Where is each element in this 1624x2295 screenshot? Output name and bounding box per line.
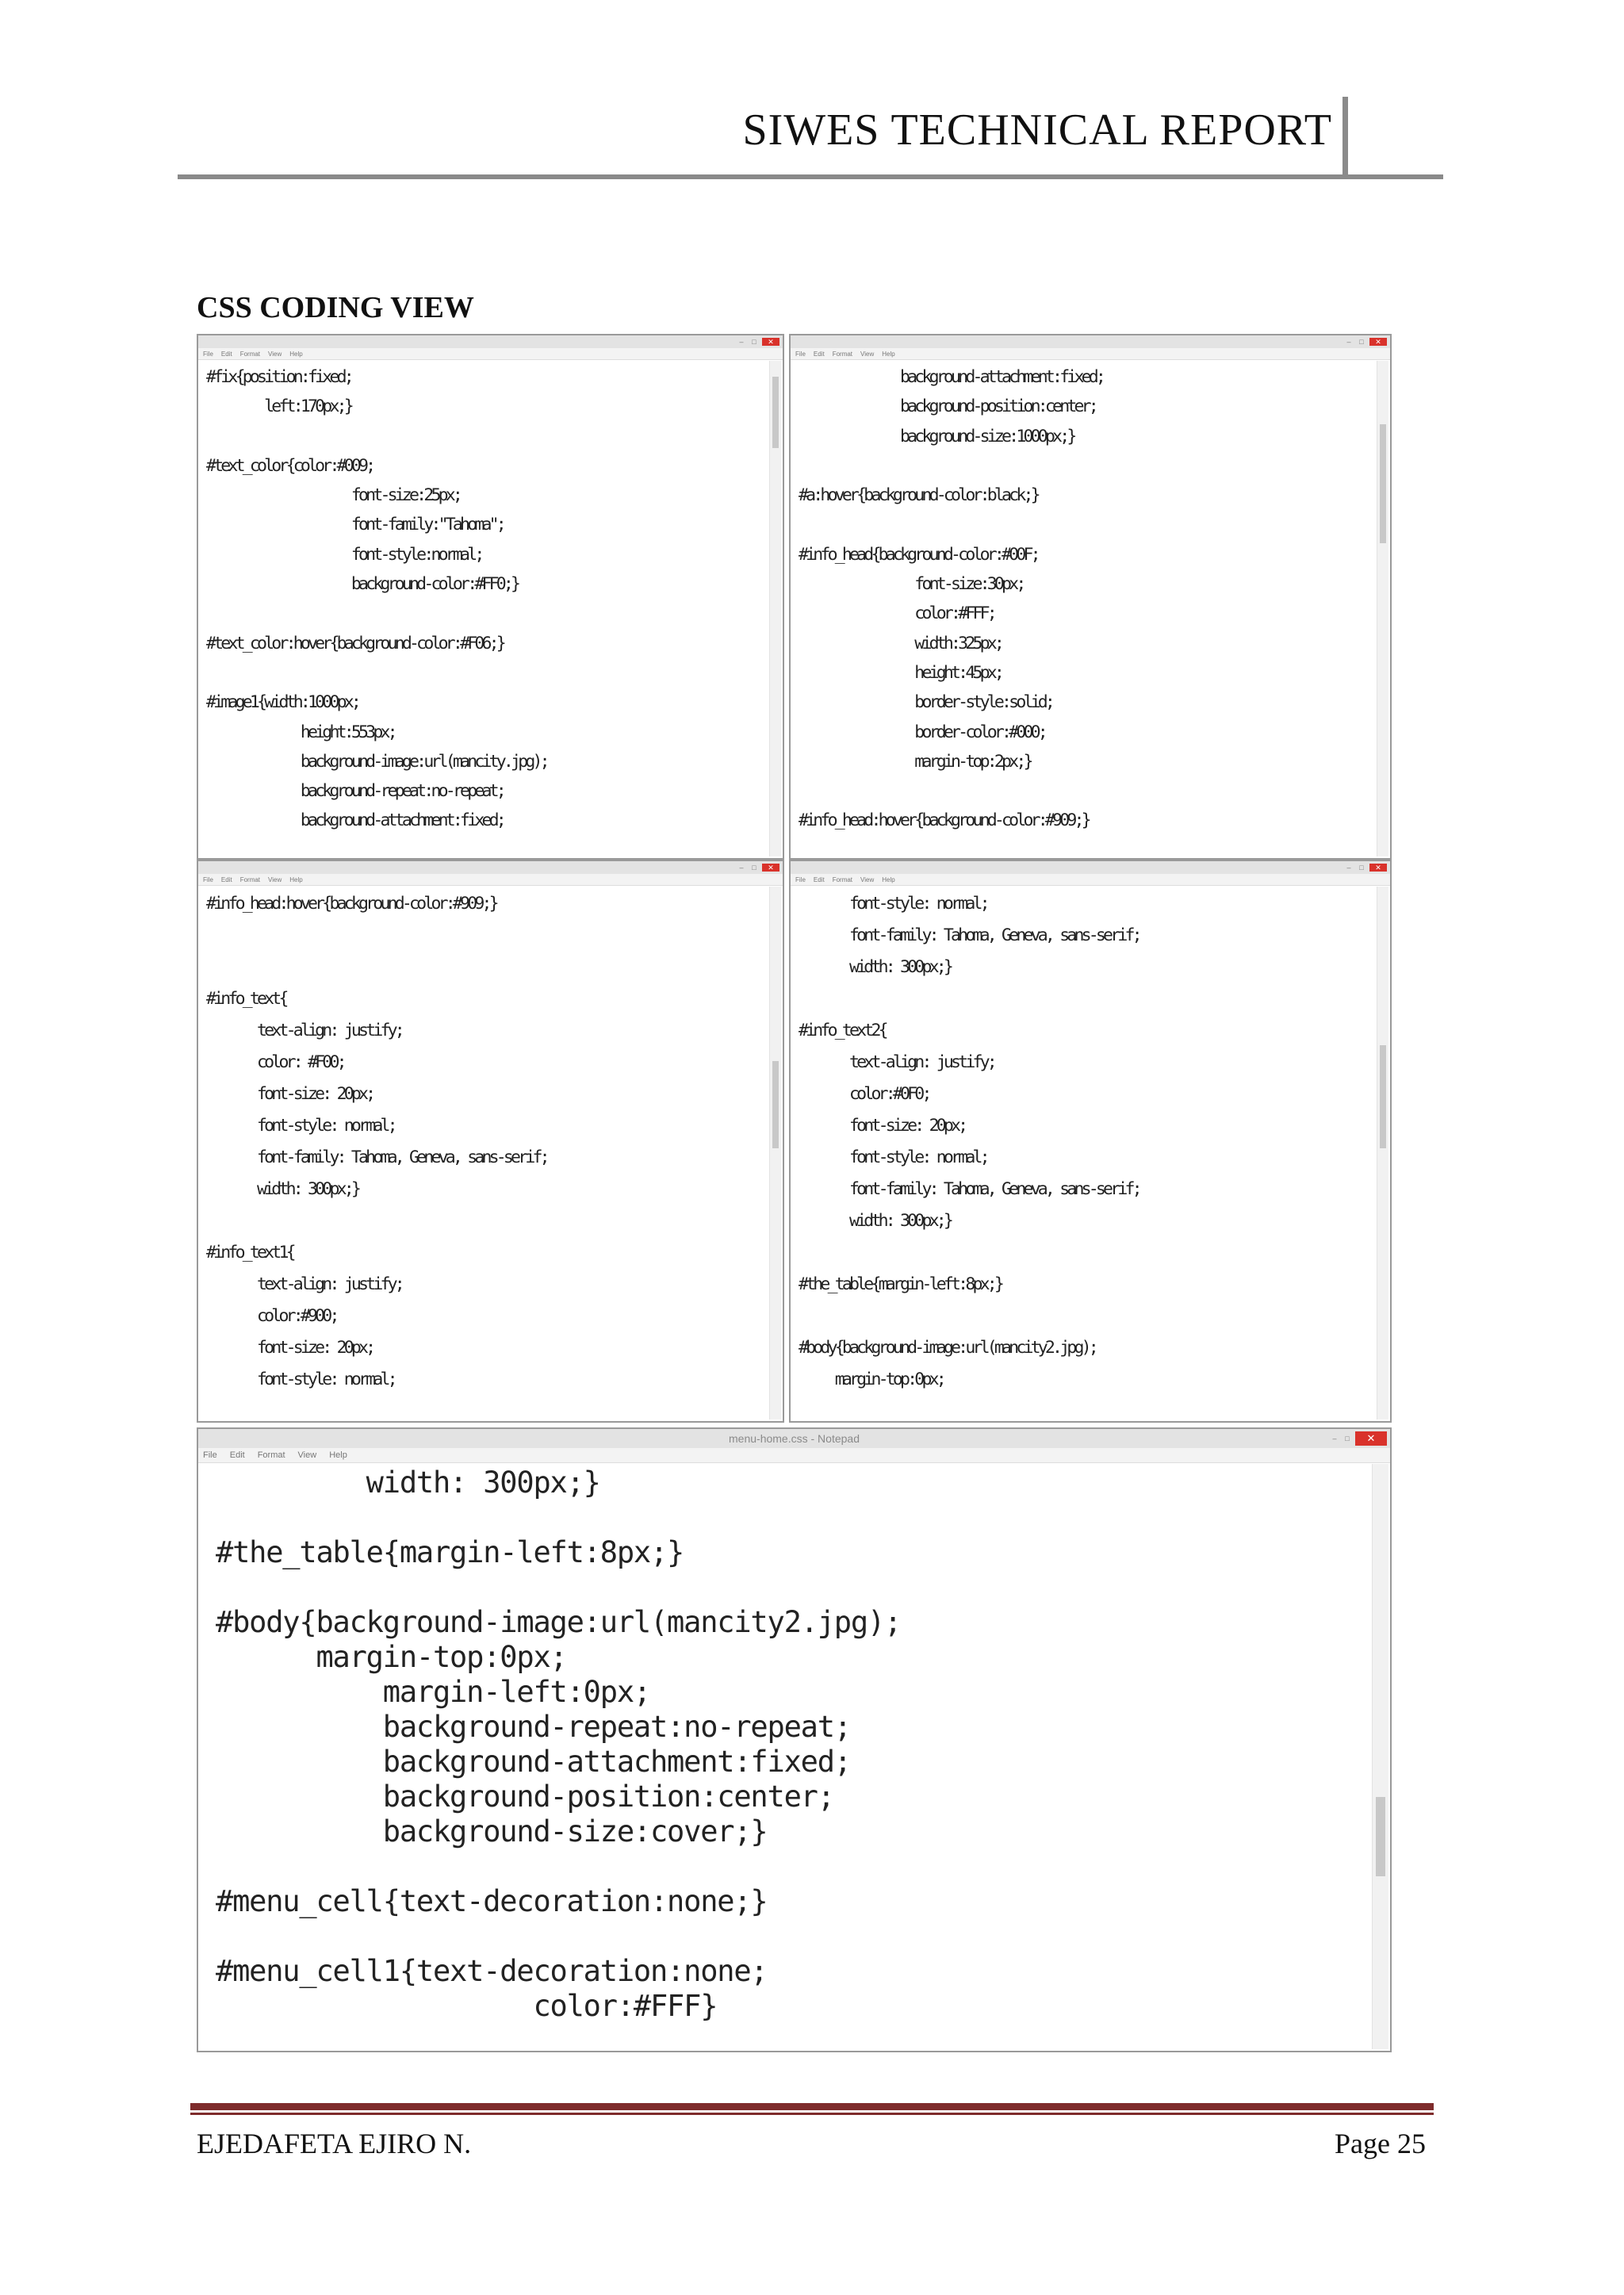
footer-rule-thick (190, 2103, 1434, 2110)
header-vertical-bar (1342, 97, 1348, 179)
notepad-screenshot-middle-left (197, 860, 784, 1423)
menu-edit: Edit (220, 875, 232, 883)
scrollbar (1372, 1464, 1388, 2049)
close-icon: ✕ (1355, 1431, 1387, 1446)
menu-help: Help (289, 875, 303, 883)
window-menubar (791, 348, 1390, 360)
minimize-icon: – (1346, 864, 1351, 872)
scrollbar-thumb (1380, 1045, 1386, 1148)
menu-edit: Edit (229, 1450, 245, 1460)
menu-file: File (203, 350, 213, 358)
css-code: #fix{position:fixed; left:170px;} #text_color{color:#009; font-size:25px; font-family:"Tahoma"; font-style:normal; background-color:#FF0;} #text_color:hover{background-color:#F06;} #image1{width:1000px; height:553px; background-image:url(mancity.jpg); background-repeat:no-repeat; background-attachment:fixed; (206, 367, 547, 831)
notepad-screenshot-top-left (197, 334, 784, 860)
scrollbar-thumb (1376, 1797, 1385, 1876)
footer-page-number: Page 25 (1335, 2128, 1426, 2159)
window-menubar (198, 874, 783, 886)
scrollbar-thumb (772, 1061, 779, 1148)
window-titlebar (198, 861, 783, 874)
window-titlebar (791, 861, 1390, 874)
close-icon: ✕ (1369, 338, 1387, 346)
scrollbar-thumb (1380, 424, 1386, 543)
menu-format: Format (257, 1450, 285, 1460)
scrollbar (1377, 361, 1388, 856)
menu-file: File (203, 1450, 217, 1460)
header-rule (178, 174, 1443, 179)
css-code: #info_head:hover{background-color:#909;} #info_text{ text-align: justify; color: #F00; font-size: 20px; font-style: normal; font-family: Tahoma, Geneva, sans-serif; width: 300px;} #info_text1{ text-align: justify; color:#900; font-size: 20px; font-style: normal; (206, 894, 547, 1389)
menu-file: File (795, 350, 806, 358)
footer-rule-thin (190, 2113, 1434, 2115)
menu-edit: Edit (220, 350, 232, 358)
menu-help: Help (882, 350, 895, 358)
menu-edit: Edit (813, 350, 825, 358)
section-title: CSS CODING VIEW (197, 291, 474, 324)
menu-format: Format (832, 350, 853, 358)
menu-view: View (268, 350, 282, 358)
maximize-icon: □ (1345, 1435, 1350, 1443)
window-menubar (198, 348, 783, 360)
menu-file: File (795, 875, 806, 883)
scrollbar (769, 361, 781, 856)
menu-help: Help (289, 350, 303, 358)
maximize-icon: □ (1359, 338, 1364, 346)
menu-edit: Edit (813, 875, 825, 883)
menu-help: Help (882, 875, 895, 883)
window-menubar (198, 1448, 1390, 1463)
notepad-screenshot-bottom (197, 1427, 1392, 2052)
css-code: font-style: normal; font-family: Tahoma, Geneva, sans-serif; width: 300px;} #info_text2{ text-align: justify; color:#0F0; font-size: 20px; font-style: normal; font-family: Tahoma, Geneva, sans-serif; width: 300px;} #the_table{margin-left:8px;} #body{background-image:url(mancity2.jpg); margin-top:0px; (799, 894, 1139, 1389)
menu-view: View (268, 875, 282, 883)
minimize-icon: – (739, 338, 744, 346)
maximize-icon: □ (752, 338, 756, 346)
menu-view: View (860, 350, 875, 358)
menu-view: View (297, 1450, 317, 1460)
menu-view: View (860, 875, 875, 883)
maximize-icon: □ (752, 864, 756, 872)
menu-help: Help (329, 1450, 347, 1460)
menu-file: File (203, 875, 213, 883)
window-title: menu-home.css - Notepad (729, 1432, 860, 1445)
minimize-icon: – (1346, 338, 1351, 346)
menu-format: Format (832, 875, 853, 883)
close-icon: ✕ (762, 864, 779, 872)
menu-format: Format (239, 875, 261, 883)
window-menubar (791, 874, 1390, 886)
footer-author: EJEDAFETA EJIRO N. (197, 2128, 472, 2159)
window-titlebar (791, 335, 1390, 348)
notepad-screenshot-top-right (789, 334, 1392, 860)
window-titlebar (198, 1429, 1390, 1448)
maximize-icon: □ (1359, 864, 1364, 872)
notepad-screenshot-middle-right (789, 860, 1392, 1423)
close-icon: ✕ (1369, 864, 1387, 872)
css-code: background-attachment:fixed; background-position:center; background-size:1000px;} #a:hover{background-color:black;} #info_head{background-color:#00F; font-size:30px; color:#FFF; width:325px; height:45px; border-style:solid; border-color:#000; margin-top:2px;} #info_head:hover{background-color:#909;} (799, 367, 1104, 831)
minimize-icon: – (739, 864, 744, 872)
css-code: width: 300px;} #the_table{margin-left:8px;} #body{background-image:url(mancity2.jpg); margin-top:0px; margin-left:0px; background-repeat:no-repeat; background-attachment:fixed; background-position:center; background-size:cover;} #menu_cell{text-decoration:none;} #menu_cell1{text-decoration:none; color:#FFF} (216, 1466, 902, 2023)
close-icon: ✕ (762, 338, 779, 346)
menu-format: Format (239, 350, 261, 358)
window-titlebar (198, 335, 783, 348)
minimize-icon: – (1332, 1435, 1337, 1443)
scrollbar (769, 887, 781, 1420)
scrollbar (1377, 887, 1388, 1420)
scrollbar-thumb (772, 377, 779, 448)
header-title: SIWES TECHNICAL REPORT (742, 105, 1332, 155)
